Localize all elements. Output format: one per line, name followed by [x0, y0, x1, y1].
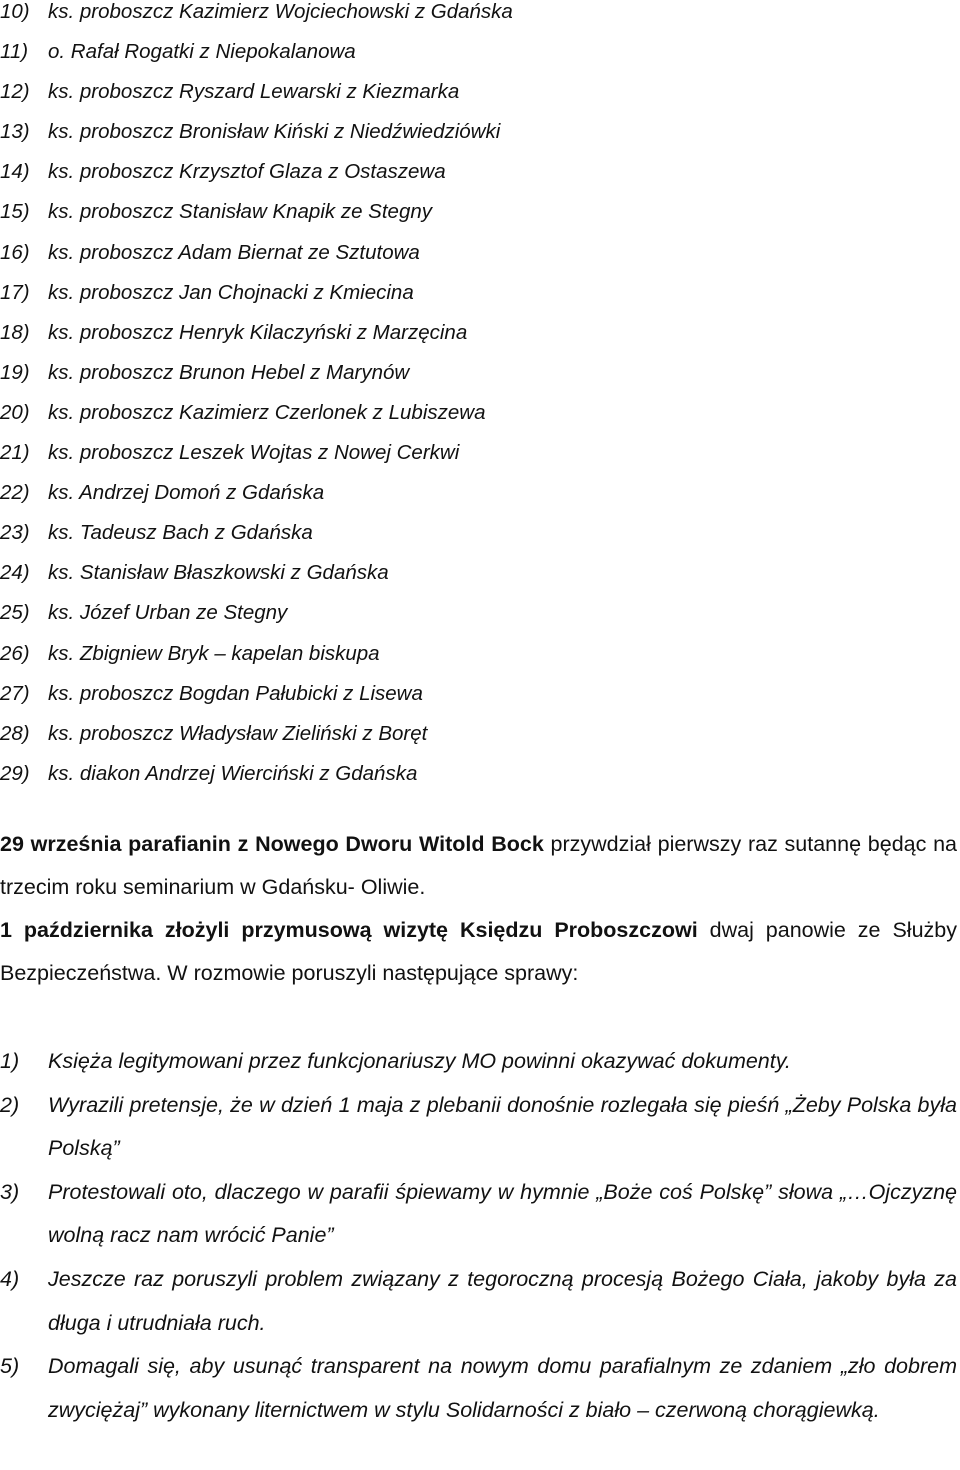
list-item — [0, 118, 940, 158]
list-item — [0, 519, 940, 559]
list-item-number: 5) — [0, 1354, 20, 1379]
list-item-number: 21) — [0, 441, 30, 465]
list-item-number: 16) — [0, 240, 30, 264]
list-item — [0, 319, 940, 359]
grievance-list — [0, 1040, 957, 1432]
paragraph-text: dwaj panowie ze Służby Bezpieczeństwa. W rozmowie poruszyli następujące sprawy: — [0, 918, 957, 985]
list-item — [0, 279, 940, 319]
list-item-number: 3) — [0, 1179, 20, 1204]
list-item-number: 10) — [0, 0, 30, 23]
paragraph-vestment — [0, 823, 957, 909]
list-item — [0, 239, 940, 279]
list-item-number: 4) — [0, 1266, 20, 1291]
list-item-text: ks. Stanisław Błaszkowski z Gdańska — [48, 561, 389, 585]
list-item-text: Wyrazili pretensje, że w dzień 1 maja z plebanii donośnie rozlegała się pieśń „Żeby Polska była Polską” — [48, 1092, 957, 1161]
list-item-text: ks. Tadeusz Bach z Gdańska — [48, 521, 313, 545]
list-item — [0, 640, 940, 680]
list-item-text: ks. proboszcz Leszek Wojtas z Nowej Cerkwi — [48, 441, 460, 465]
list-item-number: 1) — [0, 1049, 20, 1073]
list-item-number: 20) — [0, 400, 30, 424]
list-item-number: 2) — [0, 1092, 20, 1117]
paragraph-bold-lead: 29 września parafianin z Nowego Dworu Witold Bock — [0, 832, 544, 856]
list-item — [0, 760, 940, 800]
list-item-text: ks. proboszcz Henryk Kilaczyński z Marzęcina — [48, 320, 468, 344]
list-item-text: ks. proboszcz Stanisław Knapik ze Stegny — [48, 200, 432, 224]
list-item-number: 12) — [0, 80, 30, 104]
list-item — [0, 38, 940, 78]
list-item-text: o. Rafał Rogatki z Niepokalanowa — [48, 40, 356, 64]
list-item — [0, 720, 940, 760]
list-item — [0, 198, 940, 238]
list-item-number: 15) — [0, 200, 30, 224]
list-item-number: 19) — [0, 360, 30, 384]
list-item — [0, 0, 940, 38]
list-item-text: ks. proboszcz Jan Chojnacki z Kmiecina — [48, 280, 414, 304]
list-item — [0, 1084, 957, 1171]
list-item-number: 26) — [0, 641, 30, 665]
list-item — [0, 1171, 957, 1258]
list-item — [0, 680, 940, 720]
list-item-text: ks. proboszcz Brunon Hebel z Marynów — [48, 360, 410, 384]
list-item — [0, 399, 940, 439]
list-item — [0, 78, 940, 118]
list-item — [0, 439, 940, 479]
list-item — [0, 158, 940, 198]
list-item — [0, 1345, 957, 1432]
list-item-text: ks. diakon Andrzej Wierciński z Gdańska — [48, 761, 418, 785]
list-item-text: ks. Zbigniew Bryk – kapelan biskupa — [48, 641, 380, 665]
paragraph-bold-lead: 1 października złożyli przymusową wizytę Księdzu Proboszczowi — [0, 918, 698, 942]
list-item-text: ks. proboszcz Ryszard Lewarski z Kiezmarka — [48, 80, 460, 104]
list-item-number: 23) — [0, 521, 30, 545]
list-item-text: ks. proboszcz Kazimierz Wojciechowski z Gdańska — [48, 0, 513, 23]
list-item-number: 17) — [0, 280, 30, 304]
list-item-number: 29) — [0, 761, 30, 785]
list-item-text: Jeszcze raz poruszyli problem związany z tegoroczną procesją Bożego Ciała, jakoby była za długa i utrudniała ruch. — [48, 1266, 957, 1335]
list-item-number: 14) — [0, 160, 30, 184]
list-item-text: ks. proboszcz Bronisław Kiński z Niedźwiedziówki — [48, 120, 501, 144]
list-item-text: Domagali się, aby usunąć transparent na nowym domu parafialnym ze zdaniem „zło dobrem zwyciężaj” wykonany liternictwem w stylu Solidarności z biało – czerwoną chorągiewką. — [48, 1354, 957, 1422]
list-item-text: ks. proboszcz Bogdan Pałubicki z Lisewa — [48, 681, 423, 705]
list-item-number: 13) — [0, 120, 30, 144]
list-item-text: ks. proboszcz Kazimierz Czerlonek z Lubiszewa — [48, 400, 486, 424]
list-item-number: 24) — [0, 561, 30, 585]
list-item-number: 25) — [0, 601, 30, 625]
list-item — [0, 1040, 957, 1084]
list-item-text: ks. proboszcz Krzysztof Glaza z Ostaszewa — [48, 160, 446, 184]
list-item-number: 11) — [0, 40, 29, 64]
list-item-text: Protestowali oto, dlaczego w parafii śpiewamy w hymnie „Boże coś Polskę” słowa „…Ojczyznę wolną racz nam wrócić Panie” — [48, 1179, 957, 1248]
list-item-text: ks. Józef Urban ze Stegny — [48, 601, 288, 625]
list-item-number: 28) — [0, 721, 30, 745]
list-item-text: ks. proboszcz Władysław Zieliński z Boręt — [48, 721, 428, 745]
list-item — [0, 479, 940, 519]
list-item-text: ks. proboszcz Adam Biernat ze Sztutowa — [48, 240, 420, 264]
list-item-text: ks. Andrzej Domoń z Gdańska — [48, 481, 325, 505]
list-item — [0, 559, 940, 599]
list-item-number: 27) — [0, 681, 30, 705]
paragraph-sb-visit — [0, 909, 957, 995]
list-item — [0, 359, 940, 399]
list-item-number: 22) — [0, 481, 30, 505]
paragraph-text: przywdział pierwszy raz sutannę będąc na trzecim roku seminarium w Gdańsku- Oliwie. — [0, 832, 957, 899]
list-item-text: Księża legitymowani przez funkcjonariuszy MO powinni okazywać dokumenty. — [48, 1049, 791, 1073]
list-item-number: 18) — [0, 320, 30, 344]
list-item — [0, 1258, 957, 1345]
list-item — [0, 599, 940, 639]
